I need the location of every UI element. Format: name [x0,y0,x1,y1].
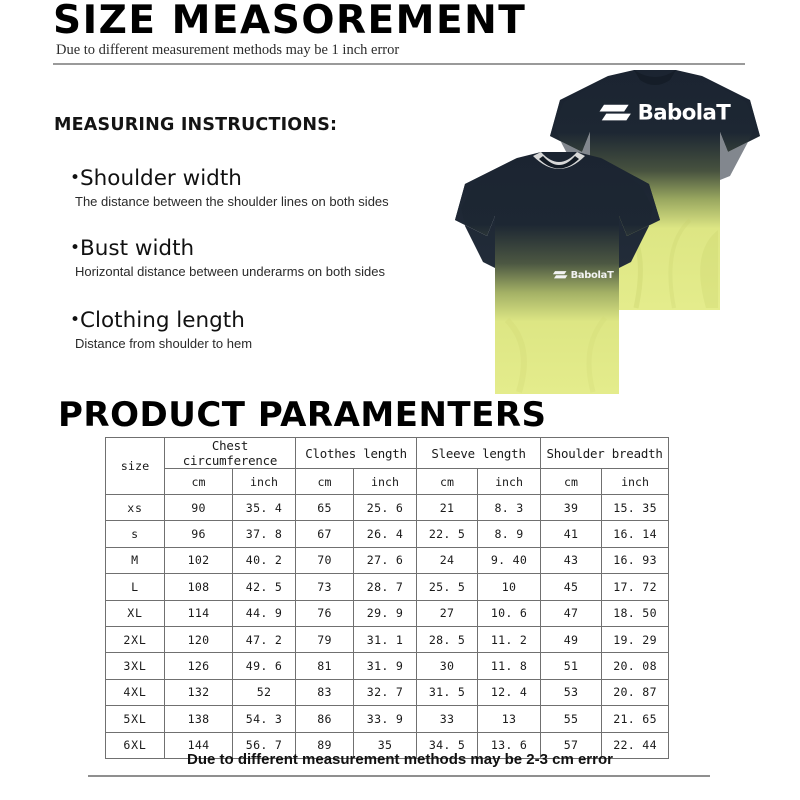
instruction-item-clothing-length [70,310,252,351]
measurement-cell: 31. 1 [354,626,417,652]
table-row [106,679,669,705]
measurement-cell: 47 [541,600,602,626]
measurement-cell: 65 [296,495,354,521]
measurement-cell: 89 [296,732,354,758]
table-header-row-groups [106,438,669,469]
measurement-cell: 53 [541,679,602,705]
product-image-front-view [455,150,660,402]
measurement-cell: 30 [417,653,478,679]
measurement-cell: 39 [541,495,602,521]
measurement-cell: 57 [541,732,602,758]
measurement-cell: 73 [296,574,354,600]
instruction-term [70,168,389,191]
measurement-cell: 20. 87 [602,679,669,705]
svg-text:BabolaT: BabolaT [570,269,614,281]
measurement-cell: 19. 29 [602,626,669,652]
measurement-cell: 70 [296,547,354,573]
table-row [106,574,669,600]
measurement-cell: 21 [417,495,478,521]
column-header-size: size [106,438,165,495]
column-header-clothes-length: Clothes length [296,438,417,469]
table-row [106,495,669,521]
measurement-cell: 11. 8 [478,653,541,679]
table-row [106,600,669,626]
measurement-cell: 17. 72 [602,574,669,600]
table-row [106,521,669,547]
measurement-cell: 55 [541,706,602,732]
table-row [106,547,669,573]
measurement-cell: 43 [541,547,602,573]
measuring-instructions-heading: MEASURING INSTRUCTIONS: [54,115,338,135]
table-row [106,626,669,652]
measurement-cell: 12. 4 [478,679,541,705]
page-title: SIZE MEASOREMENT [53,0,527,43]
measurement-cell: 76 [296,600,354,626]
table-row [106,706,669,732]
header-disclaimer: Due to different measurement methods may be 1 inch error [56,42,400,58]
measurement-cell: 18. 50 [602,600,669,626]
measurement-cell: 52 [233,679,296,705]
size-cell: 6XL [106,732,165,758]
measurement-cell: 8. 9 [478,521,541,547]
measurement-cell: 25. 6 [354,495,417,521]
measurement-cell: 144 [165,732,233,758]
measurement-cell: 21. 65 [602,706,669,732]
measurement-cell: 54. 3 [233,706,296,732]
column-header-sleeve-length: Sleeve length [417,438,541,469]
table-body [106,495,669,759]
measurement-cell: 47. 2 [233,626,296,652]
bullet-icon: • [70,168,81,188]
measurement-cell: 37. 8 [233,521,296,547]
measurement-cell: 13. 6 [478,732,541,758]
measurement-cell: 16. 93 [602,547,669,573]
measurement-cell: 16. 14 [602,521,669,547]
size-cell: 5XL [106,706,165,732]
measurement-cell: 67 [296,521,354,547]
size-cell: s [106,521,165,547]
unit-header: cm [417,469,478,495]
instruction-description: Distance from shoulder to hem [75,335,253,351]
unit-header: inch [233,469,296,495]
measurement-cell: 102 [165,547,233,573]
size-cell: L [106,574,165,600]
measurement-cell: 20. 08 [602,653,669,679]
unit-header: cm [296,469,354,495]
size-cell: xs [106,495,165,521]
measurement-cell: 31. 5 [417,679,478,705]
instruction-term-label: Shoulder width [80,166,242,191]
table-header-row-units [106,469,669,495]
measurement-cell: 83 [296,679,354,705]
unit-header: cm [165,469,233,495]
measurement-cell: 56. 7 [233,732,296,758]
measurement-cell: 114 [165,600,233,626]
measurement-cell: 42. 5 [233,574,296,600]
measurement-cell: 28. 7 [354,574,417,600]
measurement-cell: 96 [165,521,233,547]
measurement-cell: 26. 4 [354,521,417,547]
measurement-cell: 49. 6 [233,653,296,679]
bullet-icon: • [70,238,81,258]
column-header-shoulder-breadth: Shoulder breadth [541,438,669,469]
footer-disclaimer: Due to different measurement methods may be 2-3 cm error [187,751,613,768]
table-header [106,438,669,495]
measurement-cell: 86 [296,706,354,732]
measurement-cell: 33. 9 [354,706,417,732]
measurement-cell: 41 [541,521,602,547]
product-image-group [430,62,800,407]
unit-header: cm [541,469,602,495]
size-cell: XL [106,600,165,626]
measurement-cell: 13 [478,706,541,732]
size-chart-table [105,437,669,759]
instruction-item-shoulder-width [70,168,389,209]
measurement-cell: 27. 6 [354,547,417,573]
instruction-description: Horizontal distance between underarms on both sides [75,263,386,279]
measurement-cell: 120 [165,626,233,652]
size-cell: M [106,547,165,573]
instruction-term [70,238,385,261]
measurement-cell: 31. 9 [354,653,417,679]
size-cell: 3XL [106,653,165,679]
svg-text:BabolaT: BabolaT [637,100,731,126]
measurement-cell: 28. 5 [417,626,478,652]
measurement-cell: 29. 9 [354,600,417,626]
measurement-cell: 22. 5 [417,521,478,547]
footer-divider [88,775,710,777]
measurement-cell: 35. 4 [233,495,296,521]
measurement-cell: 27 [417,600,478,626]
unit-header: inch [354,469,417,495]
instruction-term-label: Bust width [80,236,195,261]
measurement-cell: 11. 2 [478,626,541,652]
product-parameters-title: PRODUCT PARAMENTERS [58,395,547,435]
size-cell: 2XL [106,626,165,652]
measurement-cell: 51 [541,653,602,679]
measurement-cell: 32. 7 [354,679,417,705]
instruction-term-label: Clothing length [80,308,245,333]
measurement-cell: 79 [296,626,354,652]
measurement-cell: 10. 6 [478,600,541,626]
measurement-cell: 132 [165,679,233,705]
measurement-cell: 90 [165,495,233,521]
measurement-cell: 81 [296,653,354,679]
measurement-cell: 8. 3 [478,495,541,521]
measurement-cell: 22. 44 [602,732,669,758]
measurement-cell: 33 [417,706,478,732]
measurement-cell: 15. 35 [602,495,669,521]
measurement-cell: 40. 2 [233,547,296,573]
measurement-cell: 126 [165,653,233,679]
table-row [106,653,669,679]
measurement-cell: 25. 5 [417,574,478,600]
unit-header: inch [478,469,541,495]
instruction-item-bust-width [70,238,385,279]
measurement-cell: 34. 5 [417,732,478,758]
measurement-cell: 9. 40 [478,547,541,573]
unit-header: inch [602,469,669,495]
measurement-cell: 49 [541,626,602,652]
measurement-cell: 108 [165,574,233,600]
measurement-cell: 44. 9 [233,600,296,626]
measurement-cell: 10 [478,574,541,600]
instruction-term [70,310,252,333]
size-cell: 4XL [106,679,165,705]
measurement-cell: 35 [354,732,417,758]
measurement-cell: 138 [165,706,233,732]
column-header-chest-circumference: Chest circumference [165,438,296,469]
measurement-cell: 24 [417,547,478,573]
measurement-cell: 45 [541,574,602,600]
bullet-icon: • [70,310,81,330]
instruction-description: The distance between the shoulder lines on both sides [75,193,389,209]
